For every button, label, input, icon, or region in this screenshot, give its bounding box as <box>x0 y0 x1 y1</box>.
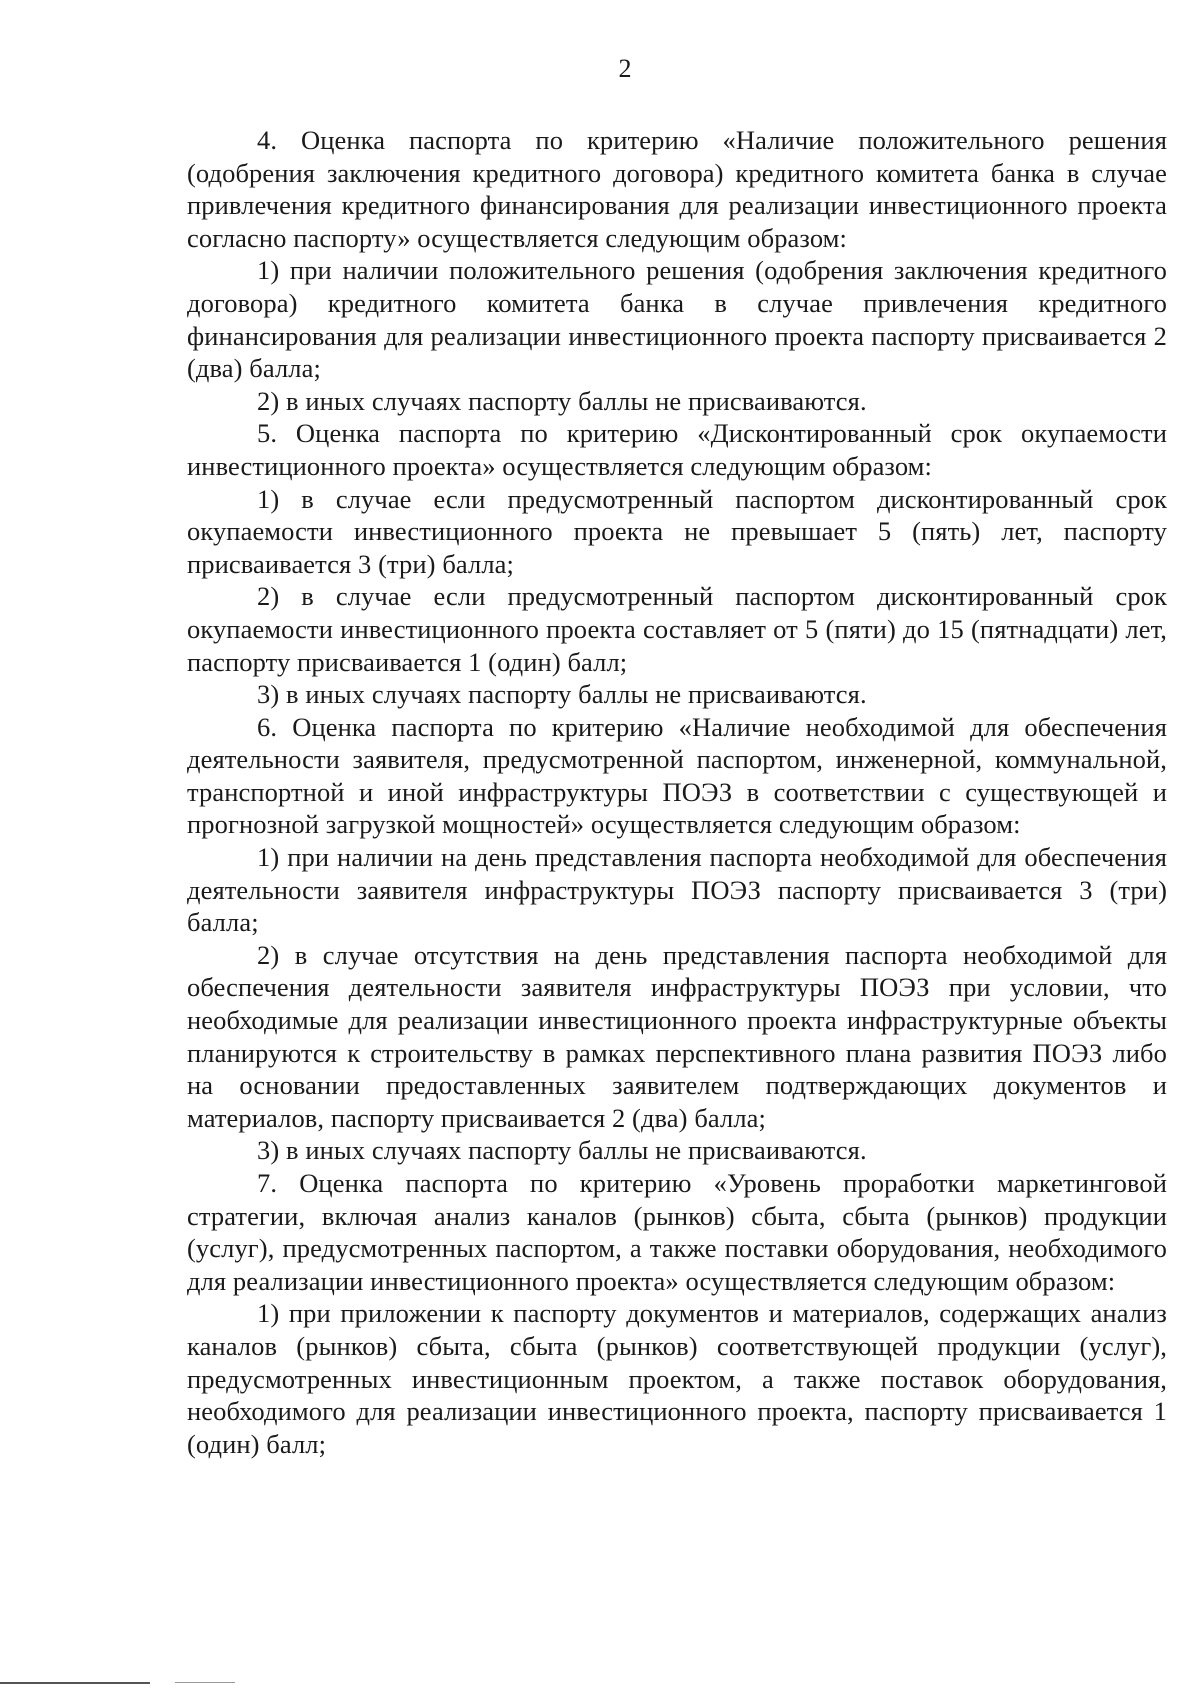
paragraph-5-item-3: 3) в иных случаях паспорту баллы не присваиваются. <box>257 679 867 710</box>
scan-artifact-line <box>0 1682 150 1684</box>
document-body <box>187 124 1167 1460</box>
paragraph-7-criterion: 7. Оценка паспорта по критерию «Уровень проработки маркетинговой стратегии, включая анализ каналов (рынков) сбыта, сбыта (рынков) продукции (услуг), предусмотренных паспортом, а также поставки оборудования, необходимого для реализации инвестиционного проекта» осуществляется следующим образом: <box>187 1168 1167 1296</box>
paragraph-4-item-1: 1) при наличии положительного решения (одобрения заключения кредитного договора) кредитного комитета банка в случае привлечения кредитного финансирования для реализации инвестиционного проекта паспорту присваивается 2 (два) балла; <box>187 255 1167 384</box>
page-number: 2 <box>618 54 632 83</box>
paragraph-5-item-1: 1) в случае если предусмотренный паспортом дисконтированный срок окупаемости инвестиционного проекта не превышает 5 (пять) лет, паспорту присваивается 3 (три) балла; <box>187 483 1167 579</box>
paragraph-6-item-2: 2) в случае отсутствия на день представления паспорта необходимой для обеспечения деятельности заявителя инфраструктуры ПОЭЗ при условии, что необходимые для реализации инвестиционного проекта инфраструктурные объекты планируются к строительству в рамках перспективного плана развития ПОЭЗ либо на основании предоставленных заявителем подтверждающих документов и материалов, паспорту присваивается 2 (два) балла; <box>187 939 1167 1133</box>
paragraph-6-criterion: 6. Оценка паспорта по критерию «Наличие необходимой для обеспечения деятельности заявителя, предусмотренной паспортом, инженерной, коммунальной, транспортной и иной инфраструктуры ПОЭЗ в соответствии с существующей и прогнозной загрузкой мощностей» осуществляется следующим образом: <box>187 711 1167 840</box>
paragraph-5-criterion: 5. Оценка паспорта по критерию «Дисконтированный срок окупаемости инвестиционного проекта» осуществляется следующим образом: <box>187 418 1167 481</box>
paragraph-5-item-2: 2) в случае если предусмотренный паспортом дисконтированный срок окупаемости инвестиционного проекта составляет от 5 (пяти) до 15 (пятнадцати) лет, паспорту присваивается 1 (один) балл; <box>187 581 1167 677</box>
paragraph-6-item-1: 1) при наличии на день представления паспорта необходимой для обеспечения деятельности заявителя инфраструктуры ПОЭЗ паспорту присваивается 3 (три) балла; <box>187 842 1167 938</box>
paragraph-6-item-3: 3) в иных случаях паспорту баллы не присваиваются. <box>257 1135 867 1166</box>
paragraph-4-criterion: 4. Оценка паспорта по критерию «Наличие положительного решения (одобрения заключения кредитного договора) кредитного комитета банка в случае привлечения кредитного финансирования для реализации инвестиционного проекта согласно паспорту» осуществляется следующим образом: <box>187 125 1167 253</box>
paragraph-4-item-2: 2) в иных случаях паспорту баллы не присваиваются. <box>257 385 867 416</box>
scan-artifact-line-short <box>175 1682 235 1683</box>
paragraph-7-item-1: 1) при приложении к паспорту документов и материалов, содержащих анализ каналов (рынков) сбыта, сбыта (рынков) соответствующей продукции (услуг), предусмотренных инвестиционным проектом, а также поставок оборудования, необходимого для реализации инвестиционного проекта, паспорту присваивается 1 (один) балл; <box>187 1298 1167 1459</box>
